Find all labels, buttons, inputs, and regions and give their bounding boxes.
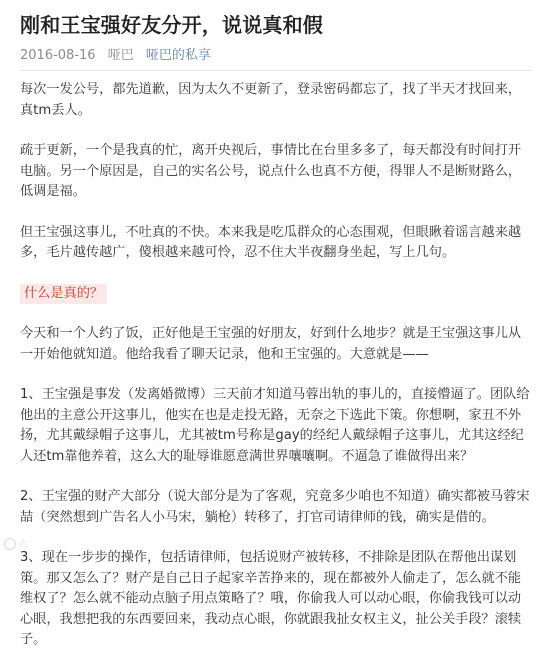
paragraph: 疏于更新，一个是我真的忙，离开央视后，事情比在台里多多了，每天都没有时间打开电脑。另一个原因是，自己的实名公号，说点什么也真不方便，得罪人不是断财路么，低调是福。 (20, 143, 522, 199)
section-heading: 什么是真的？ (20, 284, 107, 305)
article-title: 刚和王宝强好友分开，说说真和假 (20, 13, 323, 37)
publish-date: 2016-08-16 (20, 48, 96, 63)
article-meta (20, 46, 532, 66)
watermark-circle-icon (4, 538, 16, 550)
paragraph: 今天和一个人约了饭，正好他是王宝强的好朋友，好到什么地步？就是王宝强这事儿从一开始他就知道。他给我看了聊天记录，他和王宝强的。大意就是—— (20, 326, 522, 362)
article-body (20, 80, 530, 671)
account-link[interactable]: 哑巴的私享 (145, 48, 211, 63)
paragraph: 但王宝强这事儿，不吐真的不快。本来我是吃瓜群众的心态围观，但眼瞅着谣言越来越多，毛片越传越广，傻根越来越可怜，忍不住大半夜翻身坐起，写上几句。 (20, 224, 522, 260)
paragraph: 3、现在一步步的操作，包括请律师，包括说财产被转移，不排除是团队在帮他出谋划策。那又怎么了？财产是自己日子起家辛苦挣来的，现在都被外人偷走了，怎么就不能维权了？怎么就不能动点脑子用点策略了？哦，你偷我人可以动心眼，你偷我钱可以动心眼，我想把我的东西要回来，我动点心眼，你就跟我扯女权主义，扯公关手段？滚犊子。 (20, 550, 522, 647)
watermark-text: 六 (18, 540, 28, 551)
article-header (20, 0, 532, 66)
paragraph: 1、王宝强是事发（发离婚微博）三天前才知道马蓉出轨的事儿的，直接懵逼了。团队给他出的主意公开这事儿，他实在也是走投无路，无奈之下选此下策。你想啊，家丑不外扬，尤其戴绿帽子这事儿，尤其被tm号称是gay的经纪人戴绿帽子这事儿，尤其这经纪人还tm靠他养着，这么大的耻辱谁愿意满世界嚷嚷啊。不逼急了谁做得出来？ (20, 387, 530, 464)
paragraph: 每次一发公号，都先道歉，因为太久不更新了，登录密码都忘了，找了半天才找回来，真tm丢人。 (20, 82, 522, 118)
section-heading-row (20, 284, 530, 305)
author-name: 哑巴 (107, 48, 134, 63)
header-divider (20, 70, 532, 71)
watermark (4, 536, 28, 551)
paragraph: 2、王宝强的财产大部分（说大部分是为了客观，究竟多少咱也不知道）确实都被马蓉宋喆（突然想到广告名人小马宋，躺枪）转移了，打官司请律师的钱，确实是借的。 (20, 489, 530, 525)
